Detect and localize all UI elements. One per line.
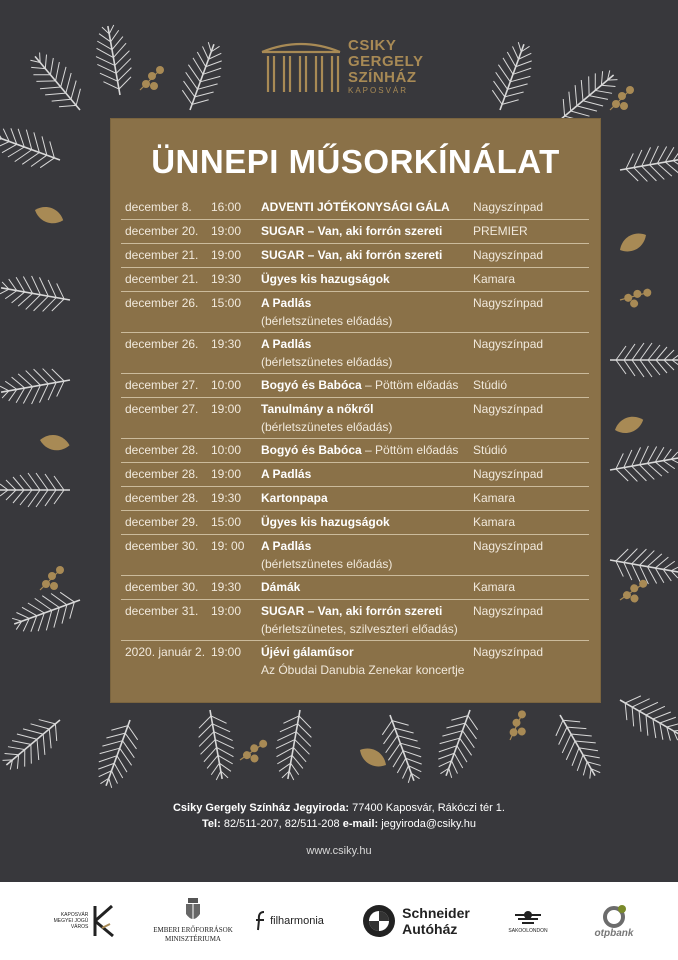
event-time: 19:30 xyxy=(211,272,242,286)
event-title-main: SUGAR – Van, aki forrón szereti xyxy=(261,604,443,618)
schedule-list xyxy=(121,196,589,681)
kaposvar-line1: KAPOSVÁR xyxy=(60,912,89,918)
event-title-main: SUGAR – Van, aki forrón szereti xyxy=(261,248,443,262)
event-date: december 29. xyxy=(125,515,199,529)
event-date: december 28. xyxy=(125,491,199,505)
theatre-name-3: SZÍNHÁZ xyxy=(348,69,417,86)
event-time: 19:00 xyxy=(211,645,242,659)
schedule-row xyxy=(121,575,589,599)
event-time: 19:30 xyxy=(211,491,242,505)
schedule-row xyxy=(121,196,589,219)
event-subtitle: (bérletszünetes előadás) xyxy=(261,557,393,571)
event-title-main: Ügyes kis hazugságok xyxy=(261,515,390,529)
event-venue: PREMIER xyxy=(473,224,528,238)
event-title-main: Tanulmány a nőkről xyxy=(261,402,374,416)
website-link[interactable]: www.csiky.hu xyxy=(306,845,372,857)
event-title xyxy=(261,539,311,553)
schedule-row xyxy=(121,219,589,243)
schedule-row xyxy=(121,640,589,681)
otp-text: otpbank xyxy=(594,927,634,939)
event-time: 19:00 xyxy=(211,604,242,618)
event-date: december 21. xyxy=(125,248,199,262)
event-date: december 31. xyxy=(125,604,199,618)
event-time: 19:30 xyxy=(211,337,242,351)
otp-emblem-icon xyxy=(601,904,627,928)
event-venue: Nagyszínpad xyxy=(473,200,544,214)
event-time: 19:00 xyxy=(211,467,242,481)
event-title xyxy=(261,402,373,416)
event-time: 10:00 xyxy=(211,378,242,392)
coat-of-arms-icon xyxy=(185,898,201,924)
event-venue: Kamara xyxy=(473,515,516,529)
event-title-main: A Padlás xyxy=(261,296,312,310)
schedule-row xyxy=(121,599,589,640)
schedule-row xyxy=(121,510,589,534)
event-title xyxy=(261,515,390,529)
event-title xyxy=(261,604,442,618)
event-venue: Kamara xyxy=(473,580,516,594)
schedule-row xyxy=(121,373,589,397)
theatre-logo xyxy=(258,36,428,100)
event-title xyxy=(261,296,311,310)
schneider-line2: Autóház xyxy=(402,921,458,937)
event-venue: Nagyszínpad xyxy=(473,402,544,416)
event-title-main: Ügyes kis hazugságok xyxy=(261,272,390,286)
schedule-row xyxy=(121,267,589,291)
tel-label: Tel: xyxy=(202,818,221,830)
otp-logo xyxy=(584,882,644,960)
event-venue: Nagyszínpad xyxy=(473,467,544,481)
sakoo-text: SAKOOLONDON xyxy=(508,927,548,934)
schedule-row xyxy=(121,332,589,373)
sakoo-logo xyxy=(500,882,556,960)
event-time: 19:00 xyxy=(211,248,242,262)
event-title-main: A Padlás xyxy=(261,467,312,481)
schedule-row xyxy=(121,397,589,438)
event-title-rest: – Pöttöm előadás xyxy=(361,378,459,392)
event-date: december 8. xyxy=(125,200,192,214)
schedule-row xyxy=(121,486,589,510)
event-title xyxy=(261,580,300,594)
program-board xyxy=(111,119,600,702)
event-date: december 20. xyxy=(125,224,199,238)
event-date: december 27. xyxy=(125,378,199,392)
event-title-main: A Padlás xyxy=(261,337,312,351)
event-date: december 27. xyxy=(125,402,199,416)
kaposvar-line3: VÁROS xyxy=(70,924,89,930)
contact-info xyxy=(0,800,678,832)
event-title xyxy=(261,224,442,238)
event-subtitle: (bérletszünetes, szilveszteri előadás) xyxy=(261,622,458,636)
event-title-rest: – Pöttöm előadás xyxy=(361,443,459,457)
schedule-row xyxy=(121,291,589,332)
office-address: 77400 Kaposvár, Rákóczi tér 1. xyxy=(349,802,505,814)
office-label: Csiky Gergely Színház Jegyiroda: xyxy=(172,802,350,814)
event-venue: Stúdió xyxy=(473,443,508,457)
theatre-city: KAPOSVÁR xyxy=(348,86,409,95)
event-title-main: Újévi gálaműsor xyxy=(261,645,354,659)
event-date: december 26. xyxy=(125,337,199,351)
event-time: 19:00 xyxy=(211,402,242,416)
event-venue: Nagyszínpad xyxy=(473,337,544,351)
schedule-row xyxy=(121,462,589,486)
schneider-logo xyxy=(356,882,476,960)
event-time: 19:30 xyxy=(211,580,242,594)
event-date: 2020. január 2. xyxy=(125,645,206,659)
theatre-name-1: CSIKY xyxy=(348,37,397,54)
event-date: december 28. xyxy=(125,467,199,481)
event-venue: Nagyszínpad xyxy=(473,539,544,553)
bmw-roundel-icon xyxy=(362,904,396,938)
email-label: e-mail: xyxy=(342,818,379,830)
event-subtitle: (bérletszünetes előadás) xyxy=(261,420,393,434)
event-time: 19:00 xyxy=(211,224,242,238)
emmi-line2: MINISZTÉRIUMA xyxy=(164,935,221,943)
event-time: 10:00 xyxy=(211,443,242,457)
event-date: december 30. xyxy=(125,580,199,594)
event-title-main: Bogyó és Babóca xyxy=(261,443,362,457)
k-emblem-icon xyxy=(92,904,116,938)
event-title xyxy=(261,491,328,505)
event-time: 15:00 xyxy=(211,296,242,310)
event-title-main: ADVENTI JÓTÉKONYSÁGI GÁLA xyxy=(261,200,450,214)
theatre-building-icon xyxy=(258,38,344,94)
event-time: 16:00 xyxy=(211,200,242,214)
schedule-row xyxy=(121,243,589,267)
event-venue: Stúdió xyxy=(473,378,508,392)
kaposvar-line2: MEGYEI JOGÚ xyxy=(53,918,89,924)
event-title xyxy=(261,443,458,457)
schedule-row xyxy=(121,438,589,462)
event-title xyxy=(261,467,311,481)
schedule-row xyxy=(121,534,589,575)
event-venue: Kamara xyxy=(473,491,516,505)
filharmonia-text: filharmonia xyxy=(270,915,324,927)
event-title-main: Dámák xyxy=(261,580,301,594)
event-title xyxy=(261,645,354,659)
wings-emblem-icon xyxy=(513,909,543,925)
event-title xyxy=(261,200,450,214)
event-date: december 21. xyxy=(125,272,199,286)
event-venue: Nagyszínpad xyxy=(473,248,544,262)
tel-numbers: 82/511-207, 82/511-208 xyxy=(220,818,343,830)
theatre-name-2: GERGELY xyxy=(348,53,424,70)
event-time: 19: 00 xyxy=(211,539,245,553)
event-date: december 26. xyxy=(125,296,199,310)
schneider-line1: Schneider xyxy=(402,905,470,921)
event-title xyxy=(261,272,390,286)
event-subtitle: (bérletszünetes előadás) xyxy=(261,314,393,328)
emmi-logo xyxy=(148,882,238,960)
emmi-line1: EMBERI ERŐFORRÁSOK xyxy=(153,926,233,934)
event-title xyxy=(261,378,458,392)
event-venue: Nagyszínpad xyxy=(473,296,544,310)
event-title-main: Bogyó és Babóca xyxy=(261,378,362,392)
event-title-main: SUGAR – Van, aki forrón szereti xyxy=(261,224,443,238)
event-subtitle: Az Óbudai Danubia Zenekar koncertje xyxy=(261,663,465,677)
page-title: ÜNNEPI MŰSORKÍNÁLAT xyxy=(151,143,560,180)
event-time: 15:00 xyxy=(211,515,242,529)
event-venue: Nagyszínpad xyxy=(473,645,544,659)
kaposvar-logo xyxy=(48,882,122,960)
event-title xyxy=(261,337,311,351)
f-clef-icon xyxy=(254,910,268,932)
event-title-main: A Padlás xyxy=(261,539,312,553)
event-title-main: Kartonpapa xyxy=(261,491,328,505)
email-address[interactable]: jegyiroda@csiky.hu xyxy=(378,818,476,830)
event-title xyxy=(261,248,442,262)
event-date: december 28. xyxy=(125,443,199,457)
event-date: december 30. xyxy=(125,539,199,553)
filharmonia-logo xyxy=(246,882,332,960)
event-venue: Nagyszínpad xyxy=(473,604,544,618)
event-venue: Kamara xyxy=(473,272,516,286)
sponsor-bar xyxy=(0,882,678,960)
event-subtitle: (bérletszünetes előadás) xyxy=(261,355,393,369)
